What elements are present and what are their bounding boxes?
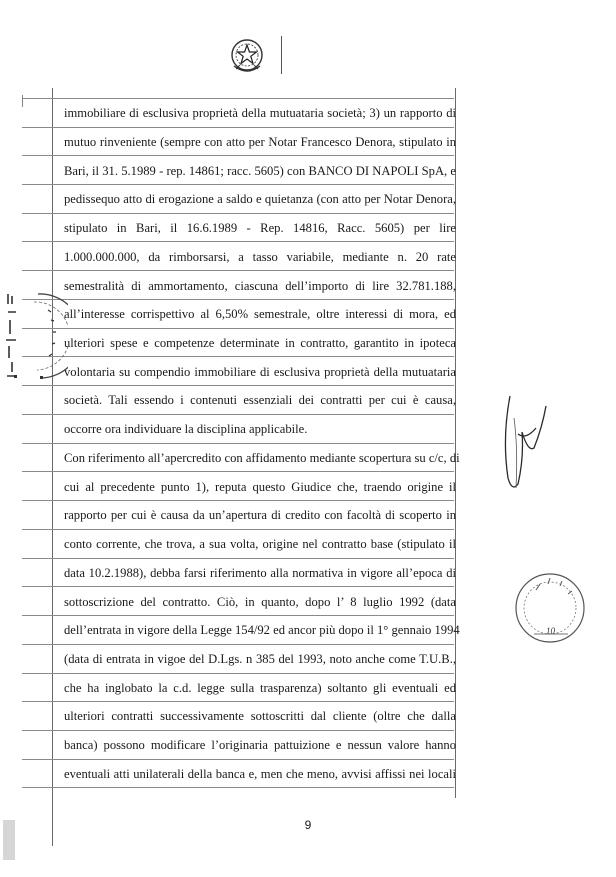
body-text-line: ulteriori contratti successivamente sottoscritti dal cliente (oltre che dalla — [64, 709, 456, 723]
body-text-line: cui al precedente punto 1), reputa questo Giudice che, traendo origine il — [64, 480, 456, 494]
scan-speck — [3, 820, 15, 860]
body-text-line: rapporto per cui è causa da un’apertura di credito con facoltà di scoperto in — [64, 508, 456, 522]
left-stamp-icon — [18, 292, 68, 382]
body-text-line: ulteriori spese e competenze determinate in contratto, garantito in ipoteca — [64, 336, 456, 350]
republic-emblem-icon — [228, 36, 266, 76]
ruled-line — [22, 673, 454, 674]
court-stamp-icon — [506, 562, 586, 658]
body-text-line: Con riferimento all’apercredito con affidamento mediante scopertura su c/c, di — [64, 451, 460, 465]
ruled-line — [22, 644, 454, 645]
ruled-line — [22, 213, 454, 214]
body-text-line: 1.000.000.000, da rimborsarsi, a tasso variabile, mediante n. 20 rate — [64, 250, 456, 264]
body-text-line: Bari, il 31. 5.1989 - rep. 14861; racc. 5605) con BANCO DI NAPOLI SpA, e — [64, 164, 456, 178]
ruled-line — [22, 127, 454, 128]
scan-speck — [40, 376, 43, 379]
body-text-line: immobiliare di esclusiva proprietà della mutuataria società; 3) un rapporto di — [64, 106, 456, 120]
body-text-line: volontaria su compendio immobiliare di esclusiva proprietà della mutuataria — [64, 365, 456, 379]
binding-marks-icon — [2, 290, 22, 385]
ruled-line — [22, 500, 454, 501]
stamp-date-text: 10 — [546, 626, 555, 636]
ruled-line — [22, 529, 454, 530]
body-text-line: eventuali atti unilaterali della banca e, men che meno, avvisi affissi nei locali — [64, 767, 456, 781]
ruled-line — [22, 615, 454, 616]
left-page-edge-line — [22, 95, 23, 107]
ruled-line — [22, 443, 454, 444]
ruled-line — [22, 730, 454, 731]
ruled-line — [22, 270, 454, 271]
ruled-line — [22, 356, 454, 357]
page-number: 9 — [304, 818, 312, 832]
body-text-line: società. Tali essendo i contenuti essenziali dei contratti per cui è causa, — [64, 393, 456, 407]
body-text-line: occorre ora individuare la disciplina applicabile. — [64, 422, 308, 436]
ruled-line — [22, 558, 454, 559]
left-margin-line — [52, 88, 53, 846]
body-text-line: all’interesse corrispettivo al 6,50% semestrale, oltre interessi di mora, ed — [64, 307, 456, 321]
ruled-line — [22, 98, 454, 99]
ruled-line — [22, 241, 454, 242]
body-text-line: stipulato in Bari, il 16.6.1989 - Rep. 14816, Racc. 5605) per lire — [64, 221, 456, 235]
ruled-line — [22, 787, 454, 788]
body-text-line: mutuo rinveniente (sempre con atto per Notar Francesco Denora, stipulato in — [64, 135, 456, 149]
header-rule — [281, 36, 282, 74]
ruled-line — [22, 759, 454, 760]
ruled-line — [22, 184, 454, 185]
ruled-line — [22, 586, 454, 587]
body-text-line: pedissequo atto di erogazione a saldo e quietanza (con atto per Notar Denora, — [64, 192, 456, 206]
ruled-line — [22, 299, 454, 300]
ruled-line — [22, 328, 454, 329]
body-text-line: dell’entrata in vigore della Legge 154/92 ed ancor più dopo il 1° gennaio 1994 — [64, 623, 460, 637]
body-text-line: banca) possono modificare l’originaria pattuizione e nessun valore hanno — [64, 738, 456, 752]
body-text-line: (data di entrata in vigoe del D.Lgs. n 385 del 1993, noto anche come T.U.B., — [64, 652, 456, 666]
ruled-line — [22, 471, 454, 472]
body-text-line: sottoscrizione del contratto. Ciò, in quanto, dopo l’ 8 luglio 1992 (data — [64, 595, 456, 609]
body-text-line: semestralità di ammortamento, ciascuna dell’importo di lire 32.781.188, — [64, 279, 456, 293]
ruled-line — [22, 155, 454, 156]
ruled-line — [22, 385, 454, 386]
body-text-line: data 10.2.1988), debba farsi riferimento alla normativa in vigore all’epoca di — [64, 566, 456, 580]
body-text-line: che ha inglobato la c.d. legge sulla trasparenza) soltanto gli eventuali ed — [64, 681, 456, 695]
body-text-line: conto corrente, che trova, a sua volta, origine nel contratto base (stipulato il — [64, 537, 456, 551]
signature-icon — [488, 388, 558, 498]
ruled-line — [22, 414, 454, 415]
scan-speck — [14, 375, 17, 378]
ruled-line — [22, 701, 454, 702]
